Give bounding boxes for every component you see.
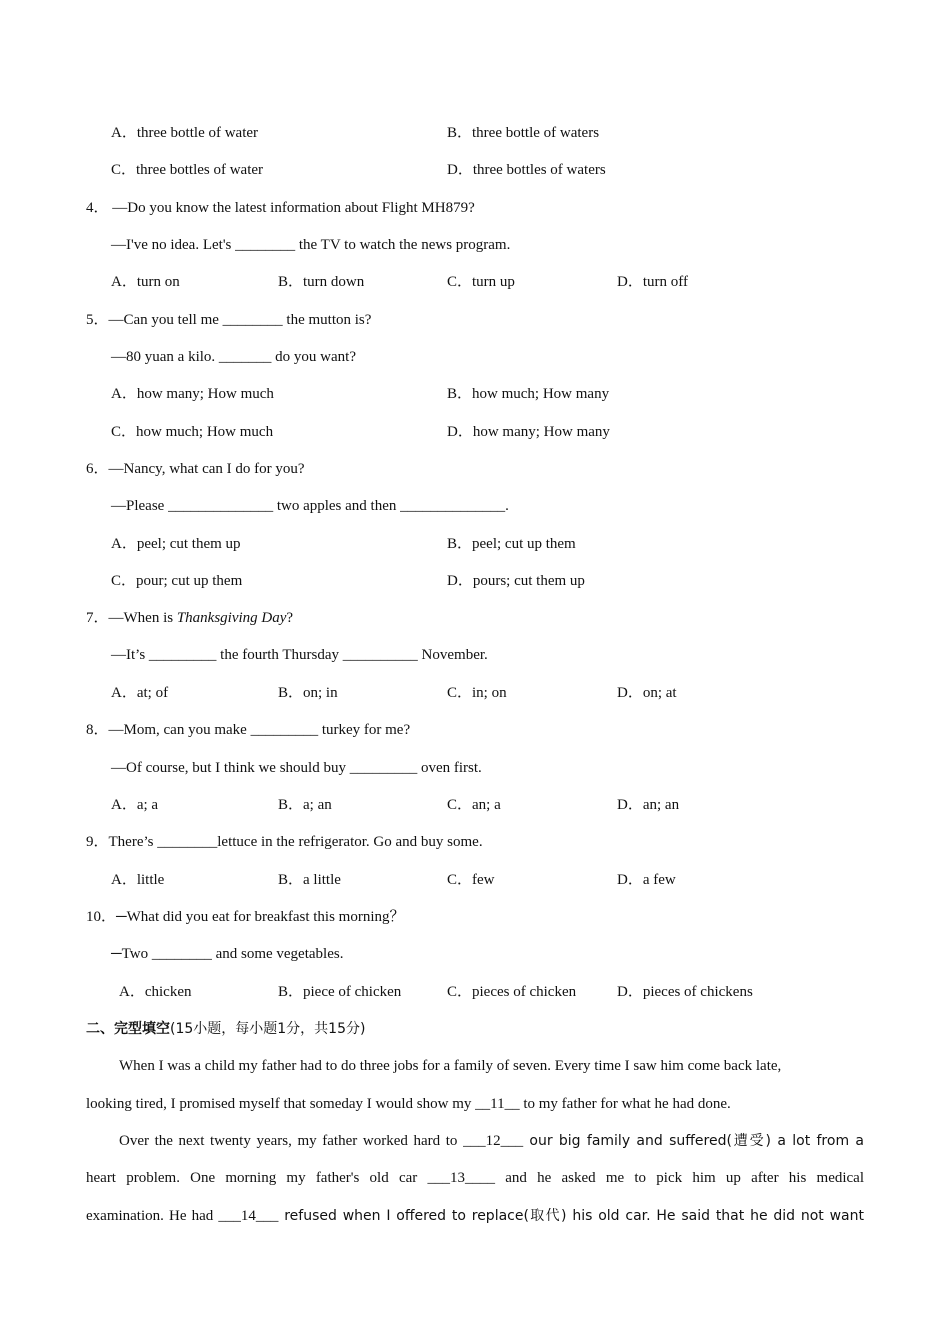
q8-prompt bbox=[86, 720, 410, 740]
q5-line2-post: do you want? bbox=[271, 349, 356, 365]
section-2-heading bbox=[86, 1019, 365, 1039]
q5-line1-pre: —Can you tell me bbox=[108, 312, 223, 328]
q7-line2-post: November. bbox=[417, 647, 488, 663]
q5-option-b-text: B．how much; How many bbox=[447, 386, 610, 402]
passage-p2-line1-pre: Over the next twenty years, my father worked hard to bbox=[119, 1133, 464, 1149]
q6-option-d-text: D．pours; cut them up bbox=[447, 573, 585, 589]
q5-response bbox=[111, 347, 356, 367]
q3-option-c[interactable] bbox=[111, 160, 263, 180]
q6-option-a[interactable] bbox=[111, 534, 241, 554]
q10-number: 10． bbox=[86, 909, 117, 925]
q10-line1: ─What did you eat for breakfast this morning？ bbox=[116, 909, 405, 925]
q7-blank1: _________ bbox=[148, 647, 217, 663]
q5-option-d[interactable] bbox=[447, 422, 610, 442]
q5-blank2: _______ bbox=[218, 349, 272, 365]
q3-option-a-text: A．three bottle of water bbox=[111, 125, 259, 141]
q4-option-a-text: A．turn on bbox=[111, 274, 180, 290]
q5-option-d-text: D．how many; How many bbox=[447, 424, 610, 440]
q7-option-a[interactable] bbox=[111, 683, 168, 703]
q10-option-d[interactable] bbox=[617, 982, 753, 1002]
q8-blank2: _________ bbox=[349, 760, 418, 776]
q9-option-c[interactable] bbox=[447, 870, 495, 890]
passage-p1-line2-post: to my father for what he had done. bbox=[519, 1096, 731, 1112]
blank-14[interactable]: ___14___ bbox=[218, 1208, 279, 1224]
q7-option-a-text: A．at; of bbox=[111, 685, 169, 701]
q5-line2-pre: —80 yuan a kilo. bbox=[111, 349, 219, 365]
passage-p2-line3 bbox=[86, 1206, 864, 1226]
q4-option-d[interactable] bbox=[617, 272, 688, 292]
q5-option-b[interactable] bbox=[447, 384, 609, 404]
q9-option-b[interactable] bbox=[278, 870, 341, 890]
blank-11[interactable]: __11__ bbox=[475, 1096, 520, 1112]
passage-p2-line1 bbox=[119, 1131, 864, 1151]
q6-option-a-text: A．peel; cut them up bbox=[111, 536, 241, 552]
q10-option-a-text: A．chicken bbox=[119, 984, 192, 1000]
q3-option-b[interactable] bbox=[447, 123, 599, 143]
q4-line2-pre: —I've no idea. Let's bbox=[111, 237, 236, 253]
q6-number: 6． bbox=[86, 461, 109, 477]
q9-prompt bbox=[86, 832, 483, 852]
q7-holiday-name: Thanksgiving Day bbox=[176, 610, 287, 626]
blank-13[interactable]: ___13____ bbox=[427, 1170, 495, 1186]
q6-line2-mid: two apples and then bbox=[273, 498, 401, 514]
q9-option-a-text: A．little bbox=[111, 872, 165, 888]
q5-option-a[interactable] bbox=[111, 384, 274, 404]
q6-option-b-text: B．peel; cut up them bbox=[447, 536, 576, 552]
q6-line1: —Nancy, what can I do for you? bbox=[108, 461, 305, 477]
q7-response bbox=[111, 645, 488, 665]
q7-line2-pre: —It’s bbox=[111, 647, 149, 663]
section-2-note: (15小题，每小题1分，共15分) bbox=[170, 1021, 366, 1037]
passage-p2-line2 bbox=[86, 1168, 864, 1188]
q4-response bbox=[111, 235, 510, 255]
q4-prompt bbox=[86, 198, 475, 218]
q4-blank: ________ bbox=[235, 237, 296, 253]
q5-prompt bbox=[86, 310, 371, 330]
q7-option-d[interactable] bbox=[617, 683, 677, 703]
q10-option-b[interactable] bbox=[278, 982, 401, 1002]
passage-p2-line2-post: and he asked me to pick him up after his medical bbox=[494, 1170, 864, 1186]
q9-option-c-text: C．few bbox=[447, 872, 495, 888]
q9-line1-pre: There’s bbox=[108, 834, 158, 850]
q8-option-a-text: A．a; a bbox=[111, 797, 159, 813]
q7-line1-pre: —When is bbox=[108, 610, 177, 626]
q8-option-c[interactable] bbox=[447, 795, 501, 815]
q5-number: 5． bbox=[86, 312, 109, 328]
q9-option-a[interactable] bbox=[111, 870, 164, 890]
q4-line1: —Do you know the latest information about Flight MH879? bbox=[112, 200, 475, 216]
q8-option-d[interactable] bbox=[617, 795, 679, 815]
q10-response bbox=[111, 944, 343, 964]
q6-line2-post: . bbox=[505, 498, 509, 514]
q5-option-c-text: C．how much; How much bbox=[111, 424, 274, 440]
q7-blank2: __________ bbox=[342, 647, 418, 663]
q7-line1-post: ? bbox=[286, 610, 294, 626]
q8-line1-post: turkey for me? bbox=[318, 722, 411, 738]
q10-option-b-text: B．piece of chicken bbox=[278, 984, 402, 1000]
passage-p2-line2-pre: heart problem. One morning my father's old car bbox=[86, 1170, 428, 1186]
q6-blank1: ______________ bbox=[168, 498, 274, 514]
q5-line1-post: the mutton is? bbox=[282, 312, 372, 328]
q9-option-b-text: B．a little bbox=[278, 872, 341, 888]
passage-p2-line1-post: our big family and suffered(遭受) a lot from a bbox=[523, 1133, 864, 1149]
q8-blank1: _________ bbox=[250, 722, 319, 738]
q10-option-c-text: C．pieces of chicken bbox=[447, 984, 577, 1000]
q8-option-b[interactable] bbox=[278, 795, 332, 815]
q4-option-d-text: D．turn off bbox=[617, 274, 688, 290]
q3-option-a[interactable] bbox=[111, 123, 258, 143]
q8-option-d-text: D．an; an bbox=[617, 797, 680, 813]
q6-prompt bbox=[86, 459, 305, 479]
q6-response bbox=[111, 496, 509, 516]
q4-option-c[interactable] bbox=[447, 272, 515, 292]
passage-p1-line2-pre: looking tired, I promised myself that someday I would show my bbox=[86, 1096, 476, 1112]
q8-option-a[interactable] bbox=[111, 795, 158, 815]
q8-option-c-text: C．an; a bbox=[447, 797, 501, 813]
passage-p1-line1-text: When I was a child my father had to do three jobs for a family of seven. Every time I saw him come back late, bbox=[119, 1058, 782, 1074]
q6-option-c[interactable] bbox=[111, 571, 242, 591]
q10-line2-post: and some vegetables. bbox=[211, 946, 344, 962]
q7-option-b[interactable] bbox=[278, 683, 338, 703]
passage-p2-line3-post: refused when I offered to replace(取代) his old car. He said that he did not want bbox=[278, 1208, 864, 1224]
q6-option-d[interactable] bbox=[447, 571, 585, 591]
q10-option-d-text: D．pieces of chickens bbox=[617, 984, 753, 1000]
q3-option-d[interactable] bbox=[447, 160, 606, 180]
q7-number: 7． bbox=[86, 610, 109, 626]
q7-prompt bbox=[86, 608, 293, 628]
q10-blank: ________ bbox=[151, 946, 212, 962]
q6-option-b[interactable] bbox=[447, 534, 576, 554]
q4-option-c-text: C．turn up bbox=[447, 274, 515, 290]
q7-option-c[interactable] bbox=[447, 683, 507, 703]
q9-option-d[interactable] bbox=[617, 870, 676, 890]
q8-line2-post: oven first. bbox=[417, 760, 482, 776]
q5-option-a-text: A．how many; How much bbox=[111, 386, 274, 402]
section-2-title: 二、完型填空 bbox=[86, 1021, 170, 1037]
passage-p1-line2 bbox=[86, 1094, 864, 1114]
q10-prompt bbox=[86, 907, 405, 927]
q9-number: 9． bbox=[86, 834, 109, 850]
passage-p1-line1 bbox=[119, 1056, 864, 1076]
q9-blank: ________ bbox=[157, 834, 218, 850]
q8-line1-pre: —Mom, can you make bbox=[108, 722, 251, 738]
q5-blank1: ________ bbox=[222, 312, 283, 328]
q4-number: 4． bbox=[86, 200, 109, 216]
q4-option-a[interactable] bbox=[111, 272, 180, 292]
q6-blank2: ______________ bbox=[400, 498, 506, 514]
q8-number: 8． bbox=[86, 722, 109, 738]
q10-option-a[interactable] bbox=[119, 982, 191, 1002]
q4-option-b-text: B．turn down bbox=[278, 274, 365, 290]
q8-response bbox=[111, 758, 482, 778]
q6-option-c-text: C．pour; cut up them bbox=[111, 573, 243, 589]
q10-option-c[interactable] bbox=[447, 982, 576, 1002]
q8-option-b-text: B．a; an bbox=[278, 797, 332, 813]
q4-line2-post: the TV to watch the news program. bbox=[295, 237, 511, 253]
q5-option-c[interactable] bbox=[111, 422, 273, 442]
q7-option-b-text: B．on; in bbox=[278, 685, 338, 701]
passage-p2-line3-pre: examination. He had bbox=[86, 1208, 219, 1224]
q7-line2-mid: the fourth Thursday bbox=[216, 647, 343, 663]
q6-line2-pre: —Please bbox=[111, 498, 169, 514]
q7-option-c-text: C．in; on bbox=[447, 685, 507, 701]
q7-option-d-text: D．on; at bbox=[617, 685, 677, 701]
q8-line2-pre: —Of course, but I think we should buy bbox=[111, 760, 350, 776]
q3-option-d-text: D．three bottles of waters bbox=[447, 162, 606, 178]
q9-option-d-text: D．a few bbox=[617, 872, 676, 888]
q9-line1-post: lettuce in the refrigerator. Go and buy some. bbox=[217, 834, 483, 850]
q4-option-b[interactable] bbox=[278, 272, 364, 292]
q3-option-b-text: B．three bottle of waters bbox=[447, 125, 600, 141]
q3-option-c-text: C．three bottles of water bbox=[111, 162, 264, 178]
q10-line2-pre: ─Two bbox=[111, 946, 152, 962]
blank-12[interactable]: ___12___ bbox=[463, 1133, 524, 1149]
